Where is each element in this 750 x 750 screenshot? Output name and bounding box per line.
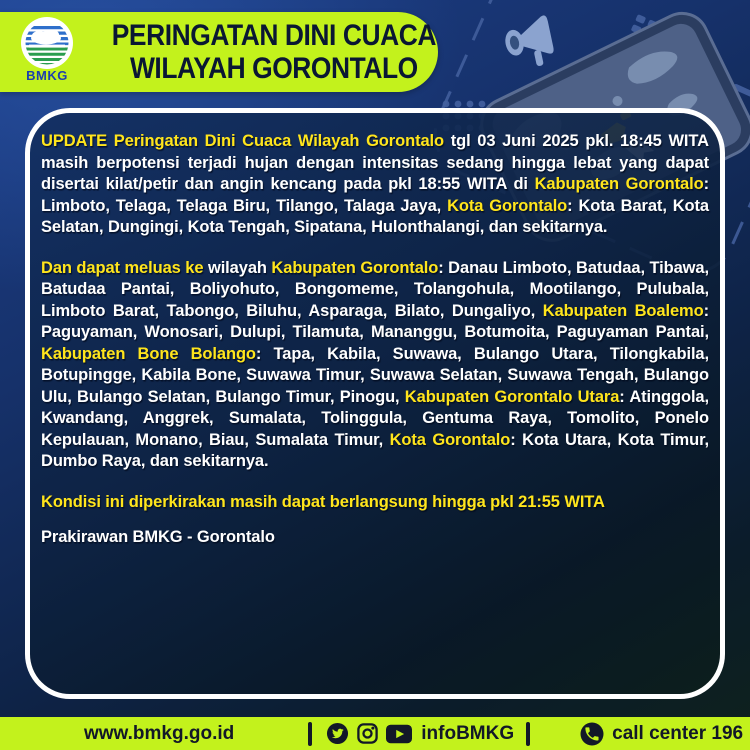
bmkg-logo — [0, 12, 86, 92]
header-banner — [0, 12, 438, 92]
title-line-2: WILAYAH GORONTALO — [129, 52, 418, 85]
footer-divider — [526, 722, 530, 746]
duration-note: Kondisi ini diperkirakan masih dapat berlangsung hingga pkl 21:55 WITA — [41, 492, 605, 511]
call-center-label: call center 196 — [612, 722, 744, 744]
expansion-paragraph: Dan dapat meluas ke wilayah Kabupaten Gorontalo: Danau Limboto, Batudaa, Tibawa, Batudaa Pantai, Boliyohuto, Bongomeme, Tolangohula, Mootilango, Pulubala, Limboto Barat, Tabongo, Biluhu, Asparaga, Bilato, Dungaliyo, Kabupaten Boalemo: Paguyaman, Wonosari, Dulupi, Tilamuta, Mananggu, Botumoita, Paguyaman Pantai, Kabupaten Bone Bolango: Tapa, Kabila, Suwawa, Bulango Utara, Tilongkabila, Botupingge, Kabila Bone, Suwawa Timur, Suwawa Selatan, Suwawa Tengah, Bulango Ulu, Bulango Selatan, Bulango Timur, Pinogu, Kabupaten Gorontalo Utara: Atinggola, Kwandang, Anggrek, Sumalata, Tolinggula, Gentuma Raya, Tomolito, Ponelo Kepulauan, Monano, Biau, Sumalata Timur, Kota Gorontalo: Kota Utara, Kota Timur, Dumbo Raya, dan sekitarnya. — [41, 258, 709, 470]
youtube-icon — [386, 724, 412, 744]
social-handle: infoBMKG — [421, 722, 515, 744]
twitter-icon — [326, 722, 349, 745]
footer-bar — [0, 717, 750, 750]
call-center-group — [580, 722, 743, 746]
footer-divider — [308, 722, 312, 746]
phone-icon — [580, 722, 604, 746]
instagram-icon — [356, 722, 379, 745]
megaphone-icon — [501, 15, 556, 72]
title-line-1: PERINGATAN DINI CUACA — [111, 19, 436, 52]
forecaster-signature: Prakirawan BMKG - Gorontalo — [41, 528, 275, 546]
page-title — [112, 19, 456, 85]
website-link: www.bmkg.go.id — [84, 722, 235, 744]
bmkg-logo-icon — [21, 17, 73, 69]
warning-panel — [25, 108, 725, 699]
social-icons — [326, 722, 412, 745]
warning-update-paragraph: UPDATE Peringatan Dini Cuaca Wilayah Gorontalo tgl 03 Juni 2025 pkl. 18:45 WITA masih berpotensi terjadi hujan dengan intensitas sedang hingga lebat yang dapat disertai kilat/petir dan angin kencang pada pkl 18:55 WITA di Kabupaten Gorontalo: Limboto, Telaga, Telaga Biru, Tilango, Talaga Jaya, Kota Gorontalo: Kota Barat, Kota Selatan, Dungingi, Kota Tengah, Sipatana, Hulonthalangi, dan sekitarnya. — [41, 132, 709, 236]
bmkg-logo-label: BMKG — [26, 68, 68, 83]
